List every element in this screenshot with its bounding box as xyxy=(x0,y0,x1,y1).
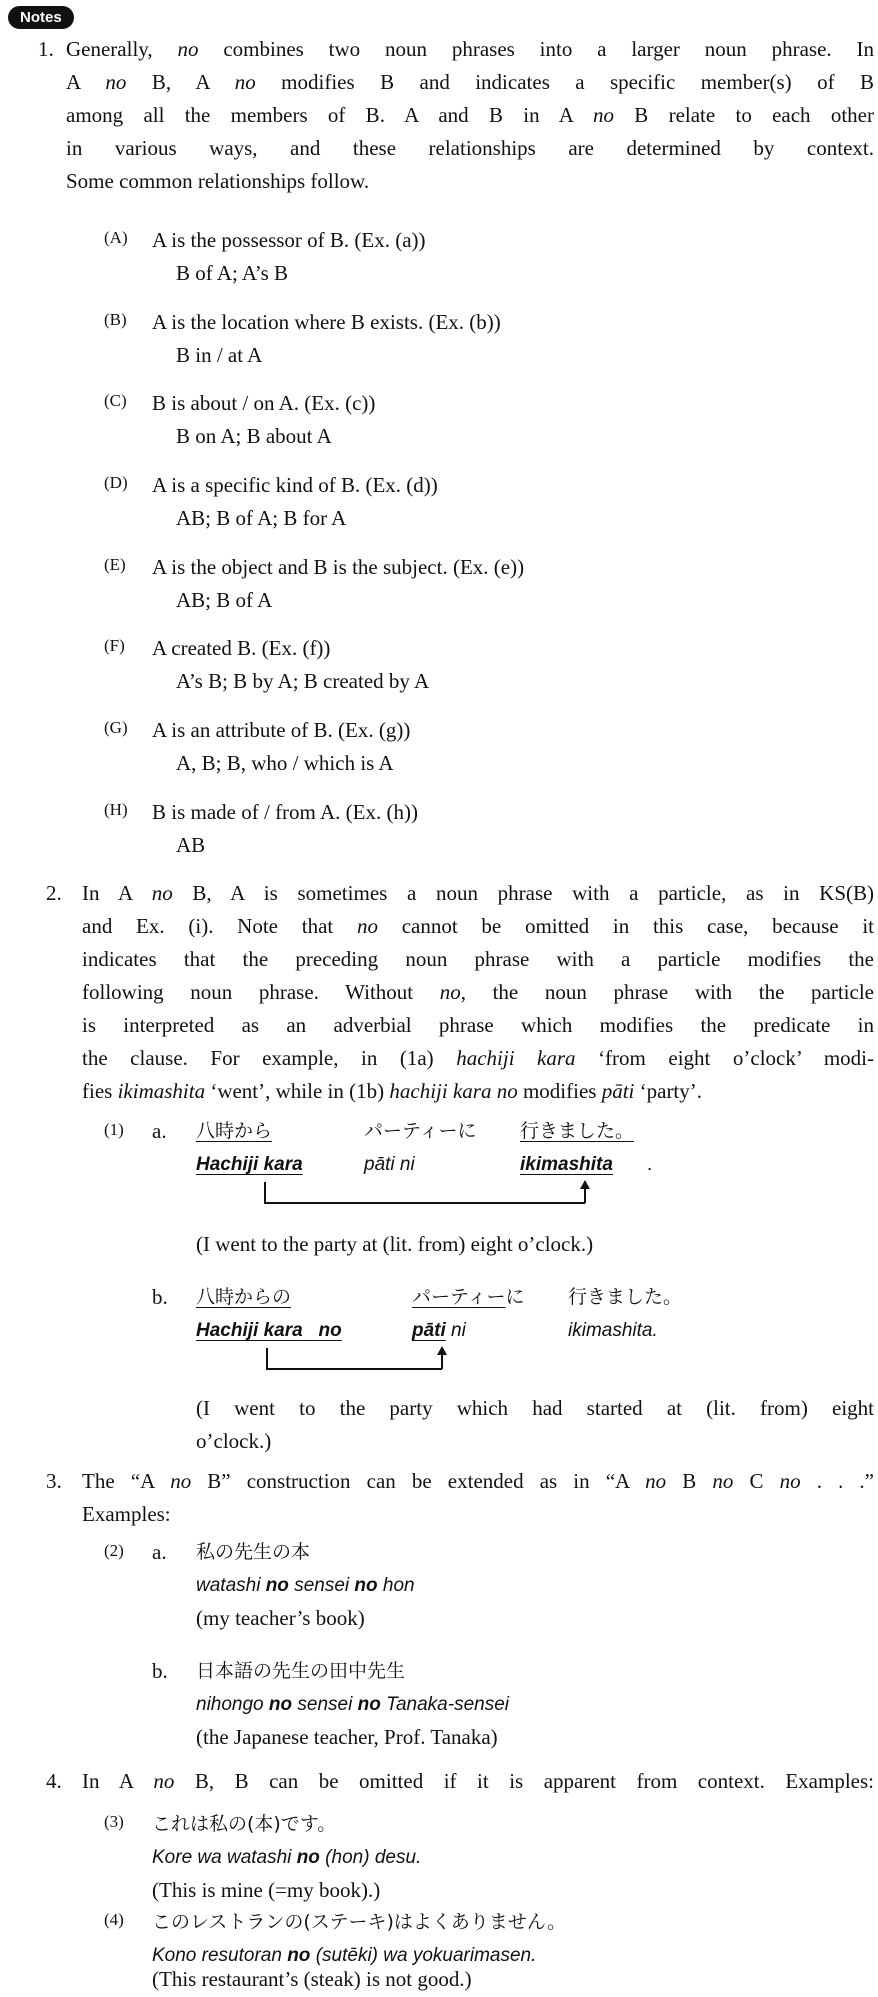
relation-description: A is the possessor of B. (Ex. (a)) xyxy=(152,228,426,252)
example-1a-romaji-1: Hachiji kara xyxy=(196,1154,303,1175)
relation-tag: (H) xyxy=(104,800,128,819)
relation-description: A created B. (Ex. (f)) xyxy=(152,636,331,660)
example-1b-romaji-1: Hachiji kara no xyxy=(196,1320,342,1341)
note-2-line-3: indicates that the preceding noun phrase with a particle modifies the xyxy=(82,947,874,971)
note-2-line-2: and Ex. (i). Note that no cannot be omitted in this case, because it xyxy=(82,914,875,938)
relation-description: A is an attribute of B. (Ex. (g)) xyxy=(152,718,411,742)
note-2-line-6: the clause. For example, in (1a) hachiji kara ‘from eight o’clock’ modi- xyxy=(82,1046,874,1070)
example-2b-label: b. xyxy=(152,1659,168,1683)
example-1a-jp-phrase-3: 行きました。 xyxy=(520,1120,635,1142)
relation-tag: (G) xyxy=(104,718,128,737)
relation-gloss: A’s B; B by A; B created by A xyxy=(176,669,430,693)
example-2a-label: a. xyxy=(152,1540,167,1564)
note-2-paragraph xyxy=(82,877,874,1108)
example-1a-jp-phrase-2: パーティーに xyxy=(364,1120,477,1142)
example-4-romaji: Kono resutoran no (sutēki) wa yokuarimasen. xyxy=(152,1945,537,1966)
example-3-romaji: Kore wa watashi no (hon) desu. xyxy=(152,1847,422,1868)
note-1-paragraph xyxy=(66,33,874,198)
example-1b-romaji-2: pāti ni xyxy=(412,1320,466,1341)
note-2-line-1: In A no B, A is sometimes a noun phrase with a particle, as in KS(B) xyxy=(82,881,875,905)
note-2-line-5: is interpreted as an adverbial phrase which modifies the predicate in xyxy=(82,1013,874,1037)
example-3-number: (3) xyxy=(104,1812,124,1831)
example-1b-jp-phrase-2: パーティーに xyxy=(412,1286,525,1308)
note-3-number: 3. xyxy=(46,1469,62,1493)
relation-tag: (E) xyxy=(104,555,126,574)
example-1b-translation xyxy=(196,1392,874,1458)
example-1b-translation-line-2: o’clock.) xyxy=(196,1429,272,1453)
example-1a-romaji-2: pāti ni xyxy=(364,1154,415,1175)
example-1a-label: a. xyxy=(152,1119,167,1143)
relation-tag: (B) xyxy=(104,310,127,329)
relation-description: A is the location where B exists. (Ex. (b)) xyxy=(152,310,501,334)
note-1-line-2: A no B, A no modifies B and indicates a specific member(s) of B xyxy=(66,70,874,94)
example-2b-translation: (the Japanese teacher, Prof. Tanaka) xyxy=(196,1725,498,1749)
note-2-number: 2. xyxy=(46,881,62,905)
note-3-paragraph xyxy=(82,1465,874,1531)
example-1b-jp-phrase-1: 八時からの xyxy=(196,1286,292,1308)
note-1-line-5: Some common relationships follow. xyxy=(66,169,370,193)
example-4-japanese: このレストランの(ステーキ)はよくありません。 xyxy=(152,1911,567,1933)
example-1b-romaji-3: ikimashita. xyxy=(568,1320,658,1341)
relation-description: A is a specific kind of B. (Ex. (d)) xyxy=(152,473,438,497)
relation-description: B is made of / from A. (Ex. (h)) xyxy=(152,800,418,824)
relation-description: B is about / on A. (Ex. (c)) xyxy=(152,391,376,415)
relation-gloss: B on A; B about A xyxy=(176,424,332,448)
note-2-line-7: fies ikimashita ‘went’, while in (1b) hachiji kara no modifies pāti ‘party’. xyxy=(82,1079,703,1103)
note-1-number: 1. xyxy=(38,37,54,61)
relation-gloss: AB; B of A xyxy=(176,588,273,612)
note-3-line-2: Examples: xyxy=(82,1502,171,1526)
relation-tag: (F) xyxy=(104,636,125,655)
relation-gloss: B in / at A xyxy=(176,343,263,367)
notes-badge: Notes xyxy=(8,6,74,29)
note-1-line-3: among all the members of B. A and B in A no B relate to each other xyxy=(66,103,874,127)
example-1a-romaji-3: ikimashita xyxy=(520,1154,613,1175)
example-3-japanese: これは私の(本)です。 xyxy=(152,1813,337,1835)
example-4-translation: (This restaurant’s (steak) is not good.) xyxy=(152,1967,472,1991)
example-3-translation: (This is mine (=my book).) xyxy=(152,1878,381,1902)
example-4-number: (4) xyxy=(104,1910,124,1929)
example-2b-romaji: nihongo no sensei no Tanaka-sensei xyxy=(196,1694,509,1715)
note-2-line-4: following noun phrase. Without no, the noun phrase with the particle xyxy=(82,980,874,1004)
relation-gloss: A, B; B, who / which is A xyxy=(176,751,394,775)
example-1b-jp-phrase-3: 行きました。 xyxy=(568,1286,683,1308)
note-4-paragraph: In A no B, B can be omitted if it is apparent from context. Examples: xyxy=(82,1769,874,1793)
example-1b-translation-line-1: (I went to the party which had started at (lit. from) eight xyxy=(196,1396,874,1420)
note-3-line-1: The “A no B” construction can be extended as in “A no B no C no . . .” xyxy=(82,1469,874,1493)
example-1a-jp-phrase-1: 八時から xyxy=(196,1120,273,1142)
note-4-number: 4. xyxy=(46,1769,62,1793)
relation-tag: (A) xyxy=(104,228,128,247)
relation-gloss: AB xyxy=(176,833,206,857)
example-2-number: (2) xyxy=(104,1541,124,1560)
example-1a-translation: (I went to the party at (lit. from) eight o’clock.) xyxy=(196,1232,594,1256)
example-2a-romaji: watashi no sensei no hon xyxy=(196,1575,415,1596)
relation-tag: (C) xyxy=(104,391,127,410)
example-2a-japanese: 私の先生の本 xyxy=(196,1541,311,1563)
example-1b-label: b. xyxy=(152,1285,168,1309)
example-1-number: (1) xyxy=(104,1120,124,1139)
relation-gloss: AB; B of A; B for A xyxy=(176,506,347,530)
relation-tag: (D) xyxy=(104,473,128,492)
relation-description: A is the object and B is the subject. (Ex. (e)) xyxy=(152,555,525,579)
example-2b-japanese: 日本語の先生の田中先生 xyxy=(196,1660,406,1682)
example-1a-period: . xyxy=(647,1154,653,1175)
note-1-line-4: in various ways, and these relationships are determined by context. xyxy=(66,136,874,160)
relation-gloss: B of A; A’s B xyxy=(176,261,289,285)
example-2a-translation: (my teacher’s book) xyxy=(196,1606,365,1630)
note-1-line-1: Generally, no combines two noun phrases into a larger noun phrase. In xyxy=(66,37,874,61)
